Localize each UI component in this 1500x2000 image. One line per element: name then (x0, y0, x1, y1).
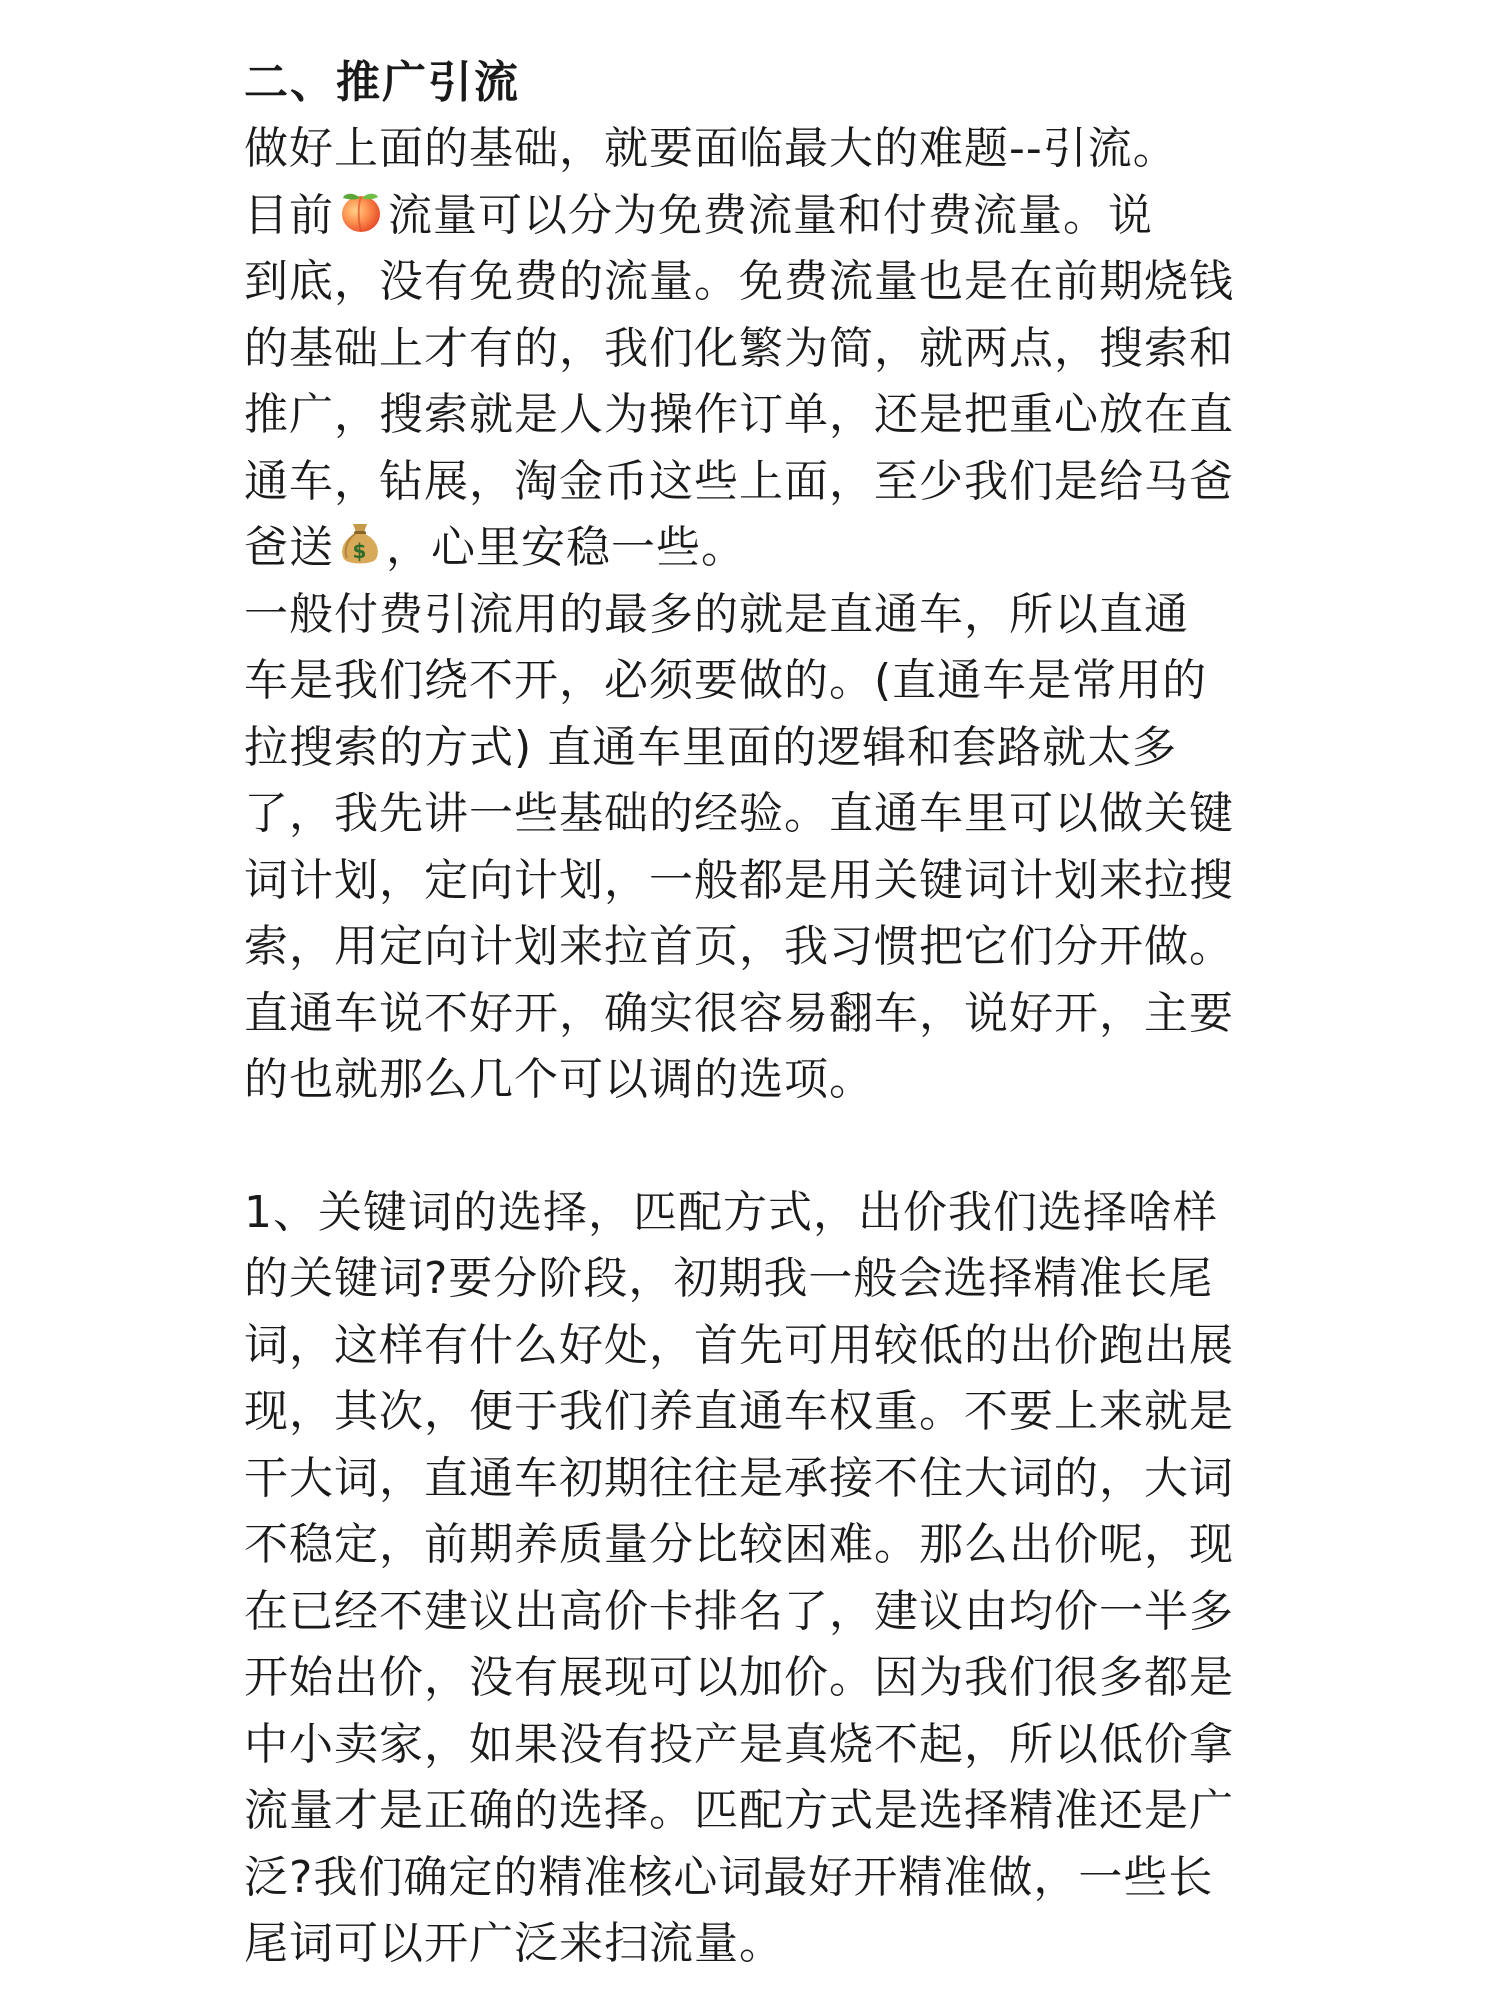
text-line: 1、关键词的选择，匹配方式，出价我们选择啥样 (244, 1186, 1218, 1238)
paragraph-paid-traffic (244, 582, 1284, 1114)
text-line: 词计划，定向计划，一般都是用关键词计划来拉搜 (244, 854, 1234, 906)
text-line: 中小卖家，如果没有投产是真烧不起，所以低价拿 (244, 1718, 1234, 1770)
text-line: 的基础上才有的，我们化繁为简，就两点，搜索和 (244, 322, 1234, 374)
text-line (244, 515, 1284, 582)
text-line: 做好上面的基础，就要面临最大的难题--引流。 (244, 123, 1178, 174)
text-segment: ，心里安稳一些。 (386, 522, 746, 573)
text-line: 不稳定，前期养质量分比较困难。那么出价呢，现 (244, 1519, 1234, 1570)
paragraph-gap (244, 1114, 1284, 1180)
text-line: 车是我们绕不开，必须要做的。(直通车是常用的 (244, 655, 1208, 706)
text-line: 泛?我们确定的精准核心词最好开精准做，一些长 (244, 1851, 1214, 1903)
money-bag-icon (338, 520, 382, 566)
text-line: 尾词可以开广泛来扫流量。 (244, 1918, 784, 1969)
text-line: 直通车说不好开，确实很容易翻车，说好开，主要 (244, 987, 1234, 1039)
peach-icon (338, 188, 384, 234)
section-title: 二、推广引流 (244, 57, 520, 108)
text-line: 现，其次，便于我们养直通车权重。不要上来就是 (244, 1386, 1234, 1437)
text-segment: 流量可以分为免费流量和付费流量。说 (388, 189, 1153, 241)
text-line: 词，这样有什么好处，首先可用较低的出价跑出展 (244, 1319, 1234, 1371)
text-line: 干大词，直通车初期往往是承接不住大词的，大词 (244, 1452, 1234, 1504)
text-line: 在已经不建议出高价卡排名了，建议由均价一半多 (244, 1585, 1234, 1637)
text-line: 到底，没有免费的流量。免费流量也是在前期烧钱 (244, 256, 1234, 307)
text-line: 通车，钻展，淘金币这些上面，至少我们是给马爸 (244, 455, 1234, 507)
text-line: 了，我先讲一些基础的经验。直通车里可以做关键 (244, 788, 1234, 839)
paragraph-intro (244, 116, 1284, 582)
text-segment: 目前 (244, 189, 334, 241)
text-line: 的也就那么几个可以调的选项。 (244, 1054, 874, 1105)
text-line: 流量才是正确的选择。匹配方式是选择精准还是广 (244, 1785, 1234, 1836)
text-line: 推广，搜索就是人为操作订单，还是把重心放在直 (244, 389, 1234, 440)
text-line: 拉搜索的方式) 直通车里面的逻辑和套路就太多 (244, 721, 1178, 773)
paragraph-keywords (244, 1180, 1284, 1978)
text-line: 一般付费引流用的最多的就是直通车，所以直通 (244, 588, 1189, 640)
text-line: 的关键词?要分阶段，初期我一般会选择精准长尾 (244, 1253, 1214, 1304)
text-segment: 爸送 (244, 522, 334, 573)
text-line (244, 183, 1284, 250)
article-body (244, 50, 1284, 1978)
text-line: 索，用定向计划来拉首页，我习惯把它们分开做。 (244, 921, 1234, 972)
svg-text:$: $ (352, 539, 368, 563)
text-line: 开始出价，没有展现可以加价。因为我们很多都是 (244, 1652, 1234, 1703)
